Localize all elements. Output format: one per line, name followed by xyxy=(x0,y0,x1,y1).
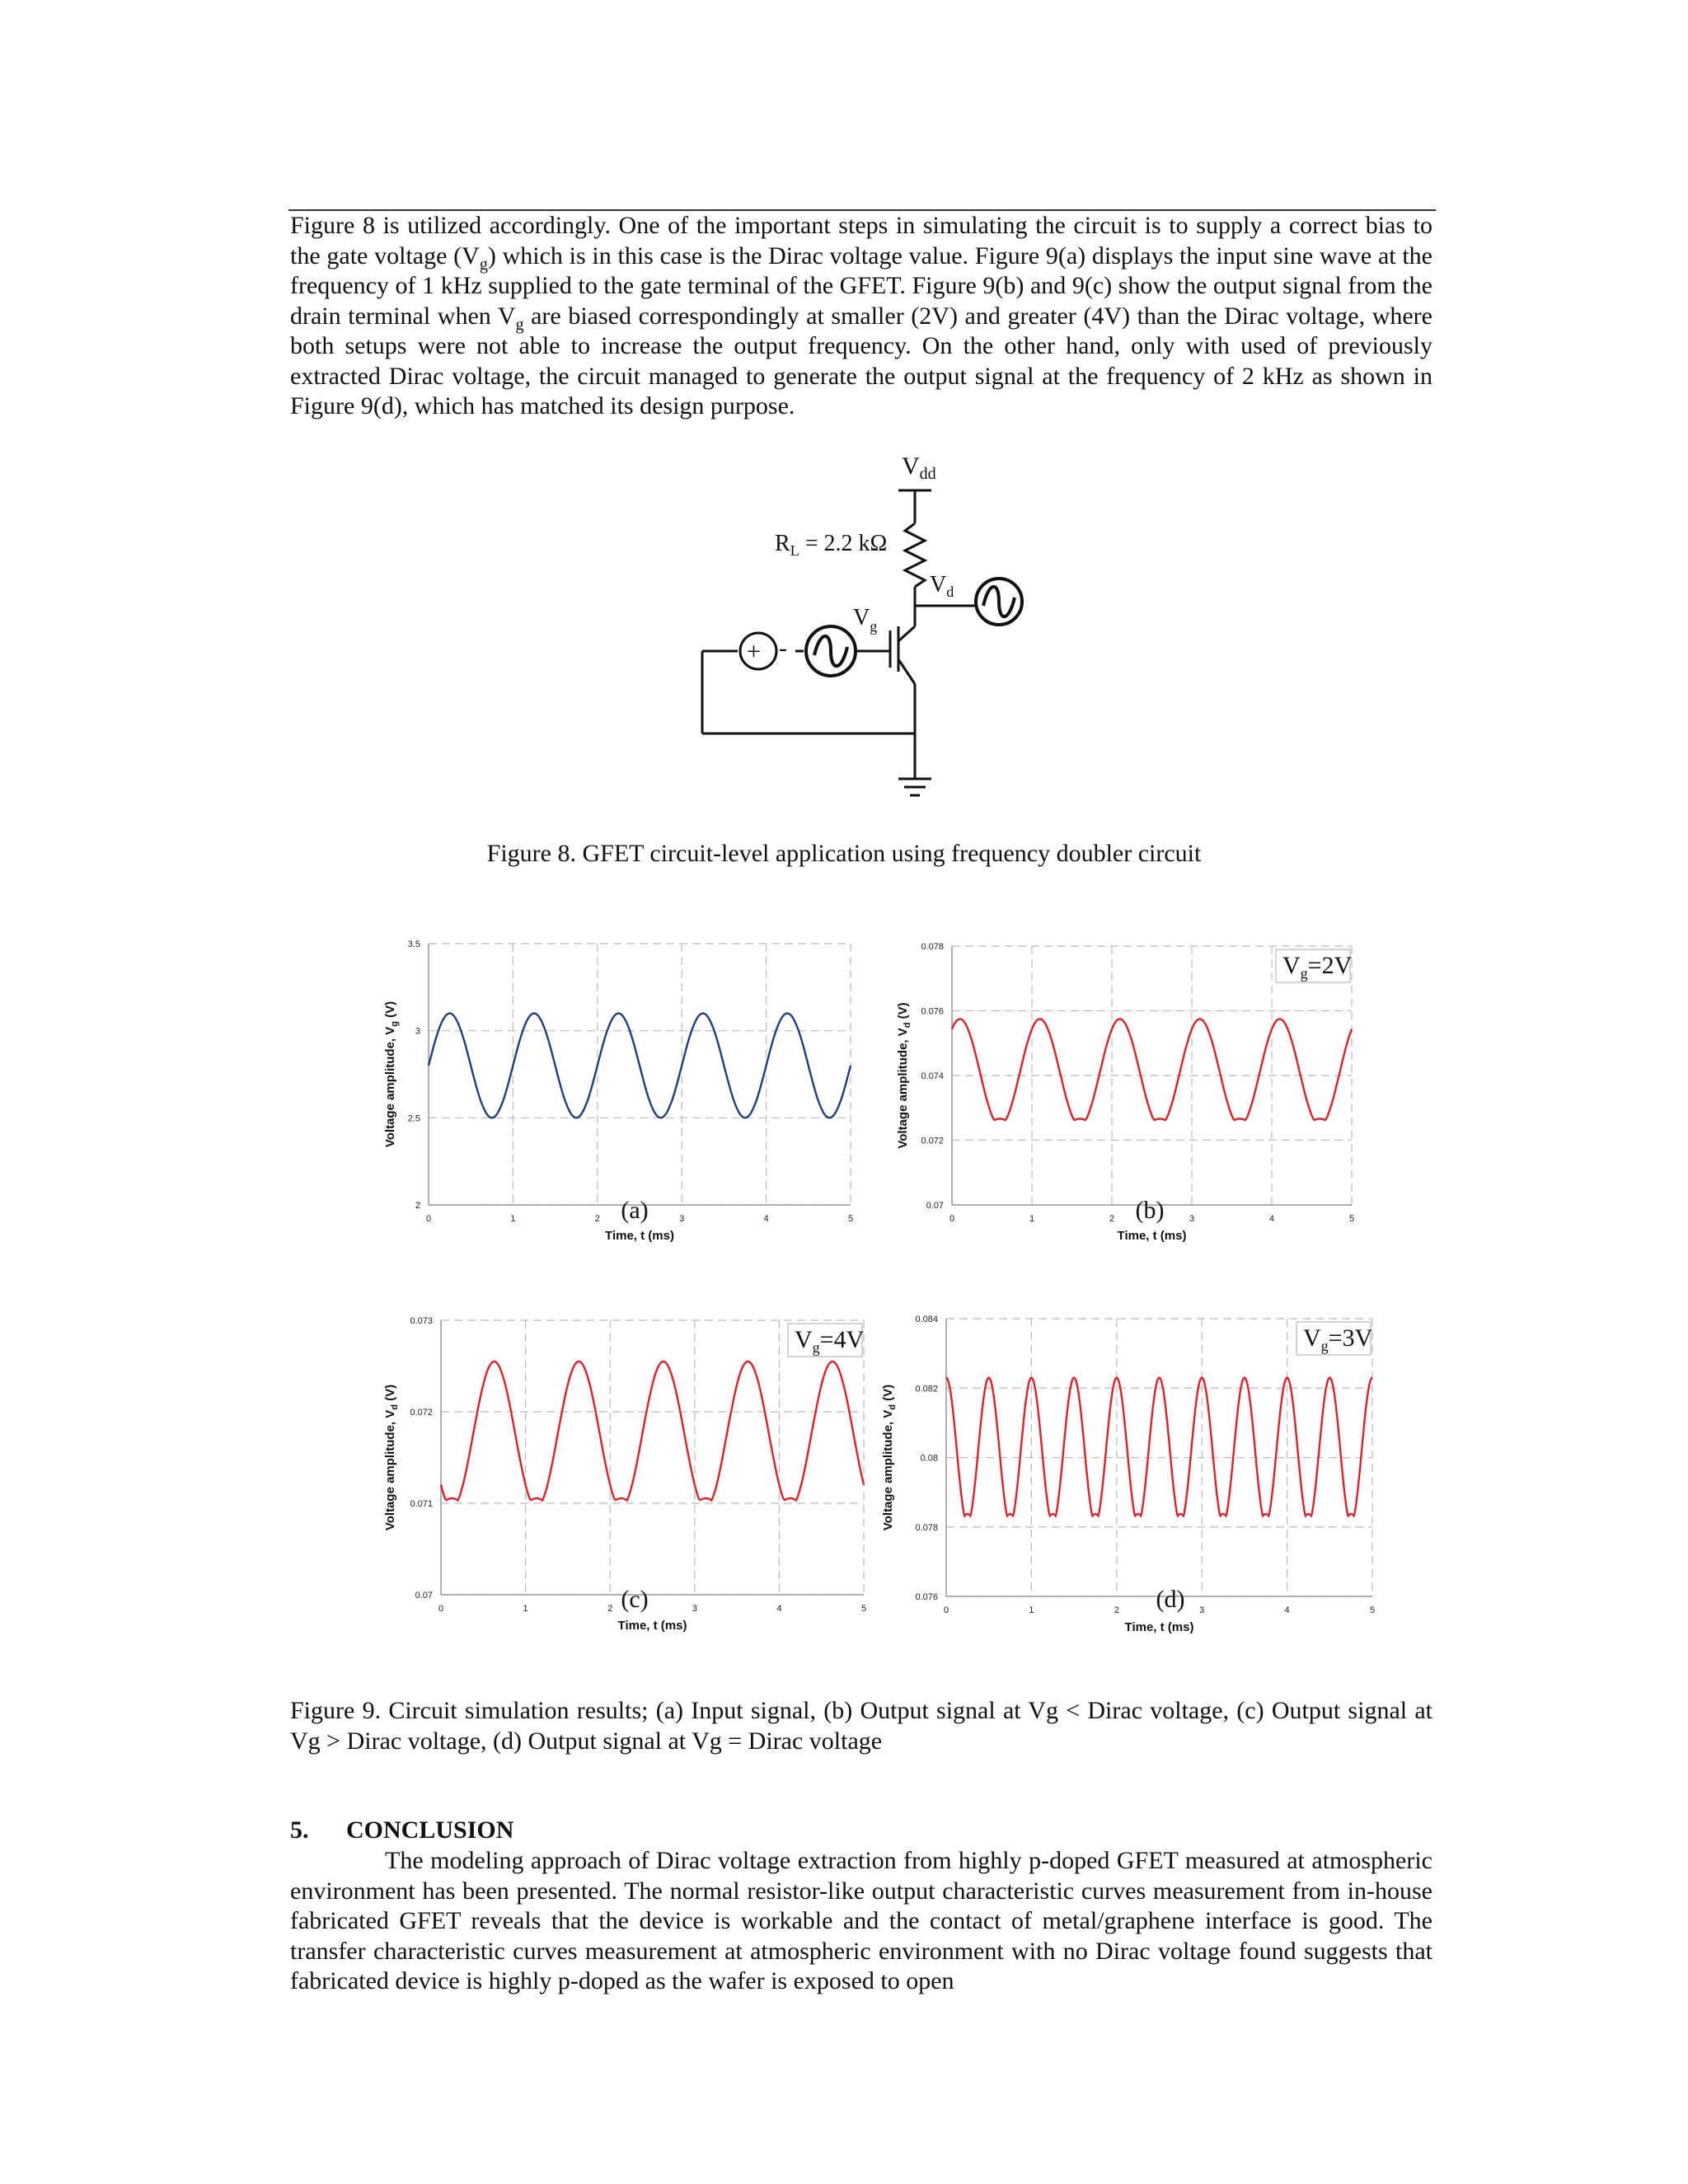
x-axis-label: Time, t (ms) xyxy=(617,1619,687,1633)
y-axis-label: Voltage amplitude, $V_d$ (V) xyxy=(881,1384,898,1531)
x-tick-label: 0 xyxy=(425,1214,432,1224)
y-tick-label: 3.5 xyxy=(407,940,420,949)
vg-annotation: $V_g=2V$ xyxy=(1282,952,1353,982)
y-tick-label: 0.072 xyxy=(921,1136,944,1146)
x-tick-label: 0 xyxy=(438,1604,444,1614)
x-tick-label: 2 xyxy=(1109,1214,1115,1224)
x-tick-label: 4 xyxy=(776,1604,782,1614)
plus-sign: + xyxy=(747,638,761,665)
x-tick-label: 3 xyxy=(692,1604,697,1614)
rl-label: $R_L = 2.2$ kΩ xyxy=(775,531,888,559)
x-tick-label: 1 xyxy=(1029,1214,1035,1224)
text-run: ) which is in this case is the Dirac voltage value. Figure 9(a) displays the input sine wave at the frequency of 1 kHz supplied to the gate terminal of the GFET. Figure 9(b) and 9(c) show the output signal from the drain terminal when V xyxy=(290,241,1432,330)
text-run: are biased correspondingly at smaller (2V) and greater (4V) than the Dirac voltage, where both setups were not able to increase the output frequency. On the other hand, only with used of previously extracted Dirac voltage, the circuit managed to generate the output signal at the frequency of 2 kHz as shown in Figure 9(d), which has matched its design purpose. xyxy=(290,302,1432,419)
y-tick-label: 0.084 xyxy=(915,1315,938,1324)
y-axis-label: Voltage amplitude, $V_d$ (V) xyxy=(896,1002,912,1149)
subscript: g xyxy=(479,255,488,274)
x-tick-label: 2 xyxy=(607,1604,613,1614)
x-tick-label: 4 xyxy=(1268,1214,1275,1224)
y-tick-label: 0.07 xyxy=(926,1201,944,1211)
x-axis-label: Time, t (ms) xyxy=(1117,1229,1187,1243)
subscript: g xyxy=(515,315,524,334)
conclusion-paragraph: The modeling approach of Dirac voltage extraction from highly p-doped GFET measured at atmospheric environment has been presented. The normal resistor-like output characteristic curves measurement from in-house fabricated GFET reveals that the device is workable and the contact of metal/graphene interface is good. The transfer characteristic curves measurement at atmospheric environment with no Dirac voltage found suggests that fabricated device is highly p-doped as the wafer is exposed to open xyxy=(290,1847,1432,1994)
x-tick-label: 5 xyxy=(847,1214,854,1224)
y-tick-label: 3 xyxy=(415,1026,420,1037)
x-tick-label: 3 xyxy=(1189,1214,1195,1224)
panel-label: (a) xyxy=(621,1197,649,1224)
chart-a xyxy=(383,940,853,1243)
x-axis-label: Time, t (ms) xyxy=(1124,1620,1194,1634)
minus-sign: - xyxy=(779,635,787,662)
y-tick-label: 0.076 xyxy=(921,1006,944,1017)
y-tick-label: 0.082 xyxy=(915,1384,938,1394)
y-tick-label: 0.078 xyxy=(921,942,944,952)
vg-label: $V_g$ xyxy=(853,605,878,635)
x-tick-label: 3 xyxy=(1199,1605,1205,1615)
text-run: Figure 8 is utilized accordingly. One of the important steps in simulating the circuit is to supply a correct bias to the gate voltage (V xyxy=(290,212,1432,269)
series-line xyxy=(952,1019,1352,1120)
x-tick-label: 5 xyxy=(1348,1214,1355,1224)
series-line xyxy=(429,1014,851,1118)
y-tick-label: 0.072 xyxy=(410,1408,433,1418)
y-tick-label: 0.071 xyxy=(410,1499,433,1509)
y-tick-label: 0.073 xyxy=(410,1316,433,1326)
y-tick-label: 2.5 xyxy=(407,1113,420,1124)
y-axis-label: Voltage amplitude, $V_g$ (V) xyxy=(383,1001,400,1148)
x-tick-label: 3 xyxy=(679,1214,685,1224)
chart-d xyxy=(881,1315,1375,1634)
y-tick-label: 2 xyxy=(415,1201,420,1211)
figure-9-caption: Figure 9. Circuit simulation results; (a) Input signal, (b) Output signal at Vg < Dirac voltage, (c) Output signal at Vg > Dirac voltage, (d) Output signal at Vg = Dirac voltage xyxy=(290,1697,1432,1755)
x-tick-label: 1 xyxy=(510,1214,516,1224)
vg-annotation: $V_g=4V$ xyxy=(795,1326,865,1356)
panel-label: (b) xyxy=(1135,1197,1165,1224)
section-title: CONCLUSION xyxy=(346,1816,514,1844)
x-tick-label: 2 xyxy=(1114,1605,1119,1615)
y-tick-label: 0.074 xyxy=(921,1071,944,1081)
series-line xyxy=(441,1361,864,1501)
x-tick-label: 0 xyxy=(949,1214,955,1224)
y-tick-label: 0.076 xyxy=(915,1592,938,1602)
vdd-label: $V_{dd}$ xyxy=(902,452,936,483)
panel-label: (c) xyxy=(621,1586,649,1613)
panel-label: (d) xyxy=(1156,1586,1185,1613)
x-axis-label: Time, t (ms) xyxy=(605,1229,674,1243)
vg-annotation: $V_g=3V$ xyxy=(1303,1324,1373,1354)
chart-c xyxy=(383,1316,866,1633)
y-tick-label: 0.08 xyxy=(920,1453,938,1464)
x-tick-label: 5 xyxy=(1369,1605,1376,1615)
vd-label: $V_d$ xyxy=(930,572,954,600)
x-tick-label: 5 xyxy=(860,1604,867,1614)
series-line xyxy=(946,1378,1372,1516)
y-tick-label: 0.078 xyxy=(915,1522,938,1533)
y-axis-label: Voltage amplitude, $V_d$ (V) xyxy=(383,1384,400,1531)
section-number: 5. xyxy=(290,1816,309,1844)
x-tick-label: 4 xyxy=(1284,1605,1290,1615)
x-tick-label: 1 xyxy=(1029,1605,1034,1615)
x-tick-label: 0 xyxy=(943,1605,950,1615)
figure-8-caption: Figure 8. GFET circuit-level application using frequency doubler circuit xyxy=(486,840,1202,867)
x-tick-label: 1 xyxy=(523,1604,528,1614)
x-tick-label: 2 xyxy=(594,1214,600,1224)
y-tick-label: 0.07 xyxy=(415,1591,433,1601)
x-tick-label: 4 xyxy=(763,1214,769,1224)
chart-b xyxy=(896,942,1354,1243)
